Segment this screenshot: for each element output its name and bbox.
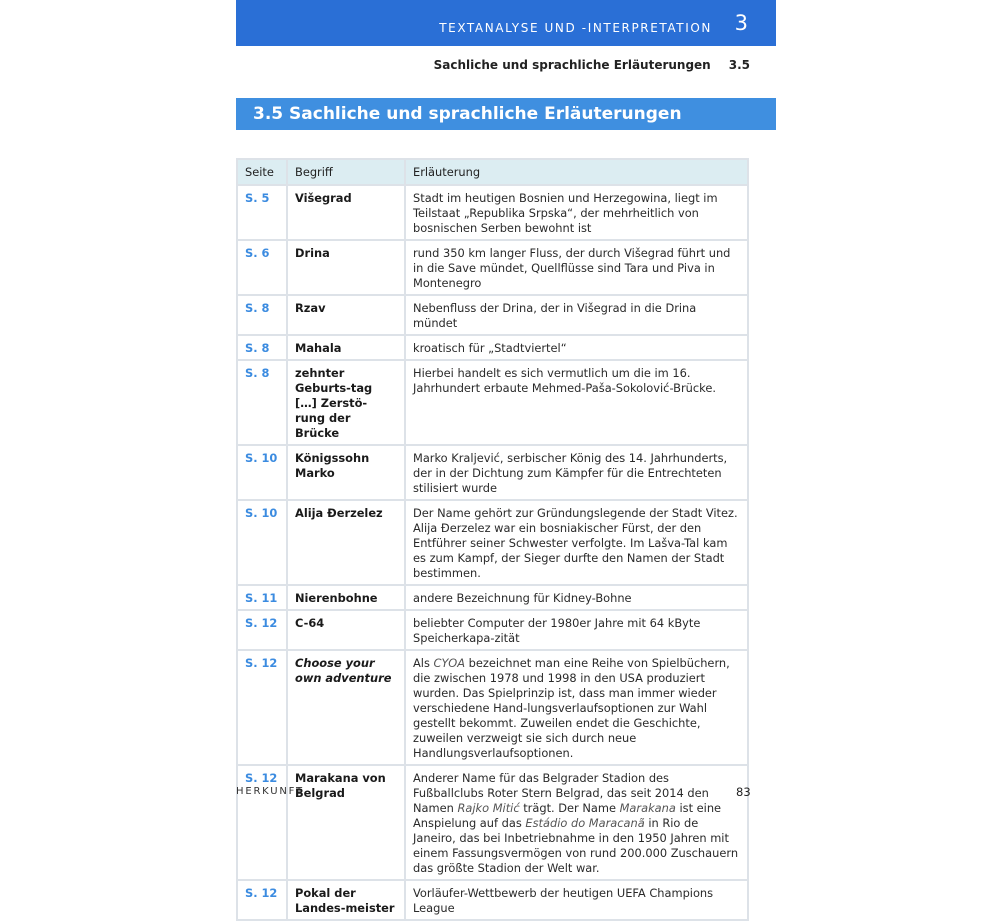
page-reference: S. 12 [237,880,287,920]
column-header-erlaeuterung: Erläuterung [405,159,748,185]
term: Alija Đerzelez [287,500,405,585]
page-reference: S. 10 [237,445,287,500]
explanation [405,445,748,500]
explanation [405,335,748,360]
explanation [405,500,748,585]
table-row [237,295,748,335]
page-reference: S. 8 [237,335,287,360]
column-header-seite: Seite [237,159,287,185]
table-row [237,765,748,880]
chapter-title: TEXTANALYSE UND -INTERPRETATION [439,21,712,35]
table-header-row [237,159,748,185]
page-reference: S. 6 [237,240,287,295]
table-row [237,185,748,240]
explanation [405,880,748,920]
explanation [405,185,748,240]
explanation-segment: beliebter Computer der 1980er Jahre mit 64 kByte Speicherkapa-zität [413,616,701,645]
term: Marakana von Belgrad [287,765,405,880]
running-section-number: 3.5 [728,58,750,72]
explanation [405,610,748,650]
page-reference: S. 8 [237,360,287,445]
term: zehnter Geburts-tag […] Zerstö-rung der Brücke [287,360,405,445]
table-body [237,185,748,920]
explanation-italic-segment: CYOA [433,656,465,670]
table-row [237,585,748,610]
explanation-italic-segment: Rajko Mitić [457,801,520,815]
explanation-italic-segment: Marakana [619,801,676,815]
explanation-segment: trägt. Der Name [519,801,620,815]
explanation-italic-segment: Estádio do Maracanã [525,816,645,830]
explanation-segment: andere Bezeichnung für Kidney-Bohne [413,591,632,605]
table-row [237,335,748,360]
term: Višegrad [287,185,405,240]
explanation-segment: Anderer Name für das Belgrader Stadion des Fußballclubs Roter Stern Belgrad, das seit 2014 den Namen [413,771,709,815]
term: Rzav [287,295,405,335]
explanation-segment: Stadt im heutigen Bosnien und Herzegowina, liegt im Teilstaat „Republika Srpska“, der mehrheitlich von bosnischen Serben bewohnt ist [413,191,718,235]
explanation-segment: kroatisch für „Stadtviertel“ [413,341,567,355]
page-reference: S. 12 [237,650,287,765]
explanation [405,585,748,610]
running-header [236,58,750,72]
explanation-segment: bezeichnet man eine Reihe von Spielbüchern, die zwischen 1978 und 1998 in den USA produziert wurden. Das Spielprinzip ist, dass man immer wieder verschiedene Hand-lungsverlaufsoptionen zur Wahl gestellt bekommt. Zuweilen endet die Geschichte, zuweilen verzweigt sie sich durch neue Handlungsverlaufsoptionen. [413,656,730,760]
explanation-segment: Als [413,656,434,670]
explanation-segment: Nebenfluss der Drina, der in Višegrad in die Drina mündet [413,301,697,330]
table-row [237,880,748,920]
table-row [237,610,748,650]
page-reference: S. 8 [237,295,287,335]
explanation [405,765,748,880]
table-row [237,650,748,765]
explanation [405,295,748,335]
page-reference: S. 10 [237,500,287,585]
term: Nierenbohne [287,585,405,610]
explanation-segment: in Rio de Janeiro, das bei Inbetriebnahme in den 1950 Jahren mit einem Fassungsvermögen von rund 200.000 Zuschauern das größte Stadion der Welt war. [413,816,739,875]
page-number: 83 [736,785,751,799]
page-reference: S. 5 [237,185,287,240]
term: Drina [287,240,405,295]
page-reference: S. 12 [237,765,287,880]
explanation-segment: ist eine Anspielung auf das [413,801,722,830]
footer-book-title: HERKUNFT [236,786,304,797]
page-reference: S. 11 [237,585,287,610]
term: Pokal der Landes-meister [287,880,405,920]
chapter-number: 3 [734,11,748,35]
table-row [237,240,748,295]
term: C-64 [287,610,405,650]
explanation-segment: Der Name gehört zur Gründungslegende der Stadt Vitez. Alija Đerzelez war ein bosniakischer Fürst, der den Entführer seiner Schwester verfolgte. Im Lašva-Tal kam es zum Kampf, der Sieger durfte den Namen der Stadt bestimmen. [413,506,738,580]
explanation [405,240,748,295]
table-row [237,445,748,500]
term: Mahala [287,335,405,360]
page-reference: S. 12 [237,610,287,650]
explanation-segment: rund 350 km langer Fluss, der durch Višegrad führt und in die Save mündet, Quellflüsse sind Tara und Piva in Montenegro [413,246,731,290]
term: Königssohn Marko [287,445,405,500]
column-header-begriff: Begriff [287,159,405,185]
explanation [405,650,748,765]
explanation-segment: Marko Kraljević, serbischer König des 14. Jahrhunderts, der in der Dichtung zum Kämpfer für die Entrechteten stilisiert wurde [413,451,728,495]
explanation-segment: Hierbei handelt es sich vermutlich um die im 16. Jahrhundert erbaute Mehmed-Paša-Sokolović-Brücke. [413,366,716,395]
chapter-header-band [236,0,776,46]
table-row [237,360,748,445]
glossary-table [236,158,749,921]
explanation [405,360,748,445]
section-title: 3.5 Sachliche und sprachliche Erläuterungen [253,104,682,124]
table-row [237,500,748,585]
running-title: Sachliche und sprachliche Erläuterungen [433,58,711,72]
term: Choose your own adventure [287,650,405,765]
explanation-segment: Vorläufer-Wettbewerb der heutigen UEFA Champions League [413,886,714,915]
section-heading-band [236,98,776,130]
